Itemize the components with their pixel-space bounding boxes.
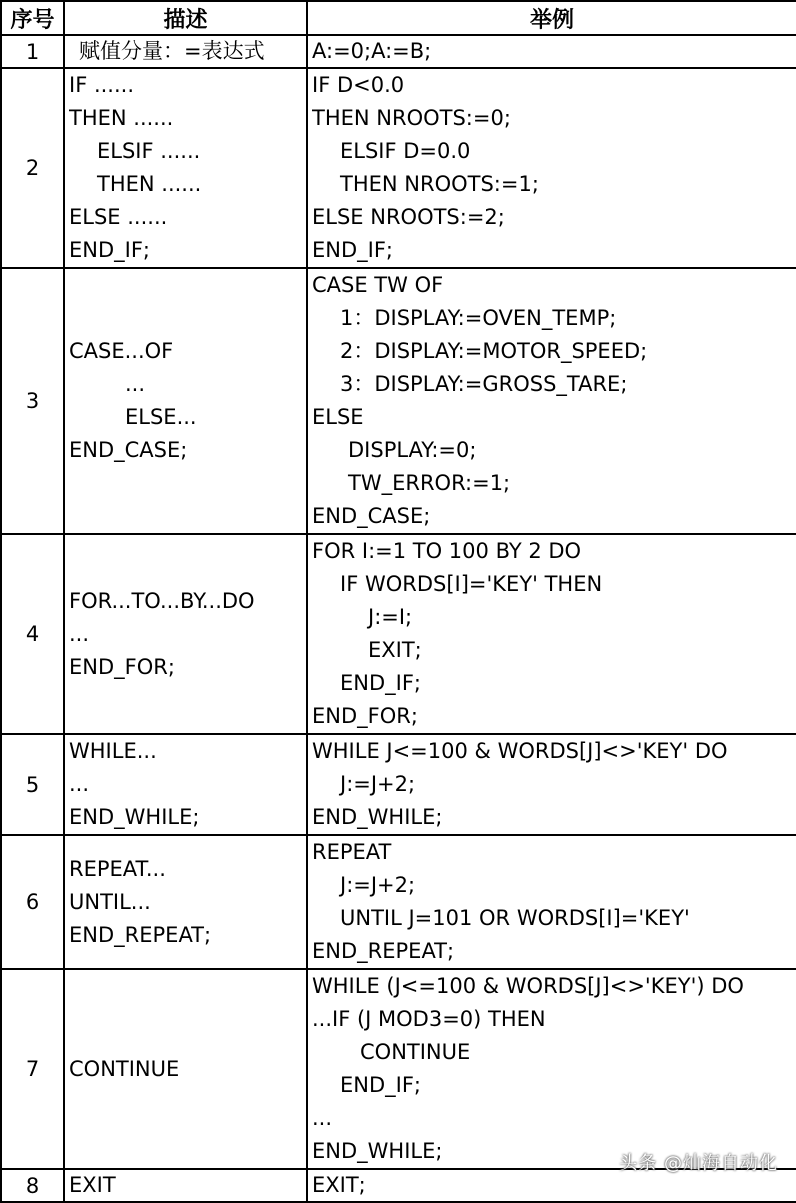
example-line: ELSE — [312, 405, 364, 429]
description-line: ... — [69, 621, 90, 646]
description-line: UNTIL... — [69, 889, 151, 914]
table-row — [1, 35, 796, 68]
row-number: 6 — [1, 835, 64, 969]
row-number: 7 — [1, 969, 64, 1169]
description-line: THEN ...... — [69, 106, 174, 130]
table-row — [1, 534, 796, 734]
header-example: 举例 — [307, 1, 796, 35]
example-line: REPEAT — [312, 840, 392, 864]
description-line: ... — [125, 372, 146, 396]
description-line: WHILE... — [69, 739, 157, 763]
description-line: ELSE... — [125, 405, 197, 429]
example-line: TW_ERROR:=1; — [348, 471, 511, 495]
example-line: WHILE J<=100 & WORDS[J]<>'KEY' DO — [312, 739, 728, 763]
header-row — [1, 1, 796, 35]
example-line: J:=J+2; — [340, 873, 416, 897]
example-line: END_IF; — [340, 1073, 421, 1097]
description-line: END_IF; — [69, 238, 150, 262]
description-line: CASE...OF — [69, 339, 174, 363]
example-line: FOR I:=1 TO 100 BY 2 DO — [312, 539, 582, 563]
table-row — [1, 835, 796, 969]
example-line: END_WHILE; — [312, 1139, 443, 1163]
row-description — [64, 1169, 307, 1202]
example-line: END_IF; — [312, 238, 393, 262]
example-line: END_WHILE; — [312, 805, 443, 829]
row-number: 5 — [1, 734, 64, 835]
row-number: 2 — [1, 68, 64, 268]
row-number: 1 — [1, 35, 64, 68]
row-description — [64, 734, 307, 835]
example-line: EXIT; — [312, 1173, 366, 1197]
example-line: IF D<0.0 — [312, 73, 405, 97]
row-example — [307, 734, 796, 835]
description-line: 赋值分量：=表达式 — [79, 39, 265, 63]
row-number: 4 — [1, 534, 64, 734]
row-description — [64, 35, 307, 68]
watermark: 头条 @灿海自动化 — [619, 1153, 778, 1174]
example-line: 3：DISPLAY:=GROSS_TARE; — [340, 372, 628, 396]
row-description — [64, 534, 307, 734]
description-line: ELSIF ...... — [97, 139, 201, 163]
header-desc: 描述 — [64, 1, 307, 35]
example-line: THEN NROOTS:=0; — [312, 106, 511, 130]
example-line: CONTINUE — [360, 1040, 471, 1064]
row-example — [307, 969, 796, 1169]
example-line: J:=J+2; — [340, 772, 416, 796]
description-line: ELSE ...... — [69, 205, 168, 229]
description-line: FOR...TO...BY...DO — [69, 588, 255, 613]
example-line: A:=0;A:=B; — [312, 39, 432, 63]
row-number: 3 — [1, 268, 64, 534]
row-example — [307, 268, 796, 534]
row-example — [307, 534, 796, 734]
description-line: END_REPEAT; — [69, 922, 212, 947]
header-num: 序号 — [1, 1, 64, 35]
description-line: CONTINUE — [69, 1056, 180, 1081]
example-line: EXIT; — [368, 638, 422, 662]
description-line: END_WHILE; — [69, 805, 200, 829]
example-line: 1：DISPLAY:=OVEN_TEMP; — [340, 306, 617, 330]
table-row — [1, 68, 796, 268]
example-line: ELSE NROOTS:=2; — [312, 205, 505, 229]
description-line: EXIT — [69, 1173, 116, 1197]
example-line: UNTIL J=101 OR WORDS[I]='KEY' — [340, 906, 690, 930]
example-line: THEN NROOTS:=1; — [340, 172, 539, 196]
description-line: END_CASE; — [69, 438, 188, 462]
example-line: IF WORDS[I]='KEY' THEN — [340, 572, 603, 596]
description-line: ... — [69, 772, 90, 796]
table-row — [1, 734, 796, 835]
example-line: END_FOR; — [312, 704, 418, 728]
example-line: DISPLAY:=0; — [348, 438, 477, 462]
row-description — [64, 68, 307, 268]
row-number: 8 — [1, 1169, 64, 1202]
row-example — [307, 35, 796, 68]
example-line: ELSIF D=0.0 — [340, 139, 471, 163]
example-line: END_CASE; — [312, 504, 431, 528]
description-line: IF ...... — [69, 73, 134, 97]
example-line: 2：DISPLAY:=MOTOR_SPEED; — [340, 339, 648, 363]
example-line: END_IF; — [340, 671, 421, 695]
example-line: WHILE (J<=100 & WORDS[J]<>'KEY') DO — [312, 974, 744, 998]
example-line: ...IF (J MOD3=0) THEN — [312, 1007, 546, 1031]
table-row — [1, 268, 796, 534]
example-line: J:=I; — [368, 605, 413, 629]
row-description — [64, 969, 307, 1169]
row-description — [64, 268, 307, 534]
row-example — [307, 835, 796, 969]
row-example — [307, 68, 796, 268]
row-description — [64, 835, 307, 969]
description-line: END_FOR; — [69, 654, 175, 679]
example-line: CASE TW OF — [312, 273, 444, 297]
description-line: REPEAT... — [69, 856, 166, 881]
example-line: ... — [312, 1106, 333, 1130]
table-row — [1, 969, 796, 1169]
description-line: THEN ...... — [97, 172, 202, 196]
example-line: END_REPEAT; — [312, 939, 455, 963]
